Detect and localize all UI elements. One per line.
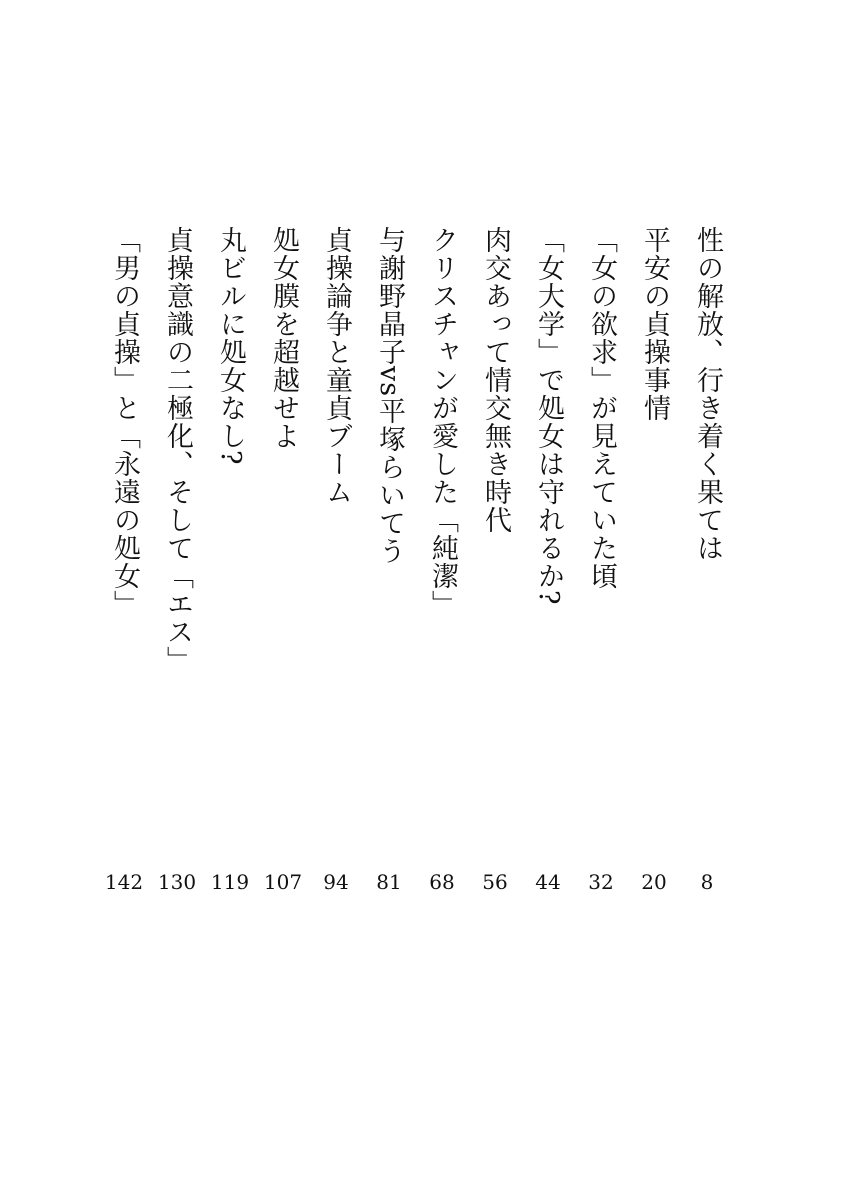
toc-entry[interactable] [681, 0, 733, 1198]
toc-entry[interactable] [522, 0, 574, 1198]
toc-entry[interactable] [628, 0, 680, 1198]
toc-entry-page: 94 [323, 870, 349, 894]
toc-entry-title: 平安の貞操事情 [639, 226, 670, 422]
toc-entry-page: 81 [376, 870, 402, 894]
toc-entry[interactable] [416, 0, 468, 1198]
toc-entry-title: 与謝野晶子vs平塚らいてう [374, 226, 405, 566]
toc-entry[interactable] [310, 0, 362, 1198]
toc-entry-title: 「女大学」で処女は守れるか? [533, 226, 564, 606]
toc-entry-page: 119 [210, 870, 250, 894]
toc-entry-page: 8 [700, 870, 714, 894]
toc-entry-page: 20 [641, 870, 667, 894]
toc-entry-title: 「女の欲求」が見えていた頃 [586, 226, 617, 590]
toc-entry-title: 処女膜を超越せよ [268, 226, 299, 450]
toc-entry[interactable] [204, 0, 256, 1198]
toc-entry-title: 性の解放、行き着く果ては [692, 226, 723, 562]
toc-entry-title: 貞操意識の二極化、そして「エス」 [162, 226, 193, 674]
toc-entry-title: 「男の貞操」と「永遠の処女」 [109, 226, 140, 618]
toc-entry[interactable] [575, 0, 627, 1198]
toc-entry[interactable] [363, 0, 415, 1198]
toc-entry-title: 肉交あって情交無き時代 [480, 226, 511, 534]
toc-entry-title: 貞操論争と童貞ブーム [321, 226, 352, 506]
toc-entry[interactable] [98, 0, 150, 1198]
toc-entry-page: 68 [429, 870, 455, 894]
toc-entry[interactable] [469, 0, 521, 1198]
toc-entry-page: 142 [104, 870, 144, 894]
toc-entry-title: クリスチャンが愛した「純潔」 [427, 226, 458, 618]
toc-entry-page: 56 [482, 870, 508, 894]
toc-entry-page: 44 [535, 870, 561, 894]
toc-entry[interactable] [257, 0, 309, 1198]
toc-entry-page: 32 [588, 870, 614, 894]
toc-entry-page: 130 [157, 870, 197, 894]
toc-entry-page: 107 [263, 870, 303, 894]
toc-entry[interactable] [151, 0, 203, 1198]
toc-entry-title: 丸ビルに処女なし? [215, 226, 246, 466]
